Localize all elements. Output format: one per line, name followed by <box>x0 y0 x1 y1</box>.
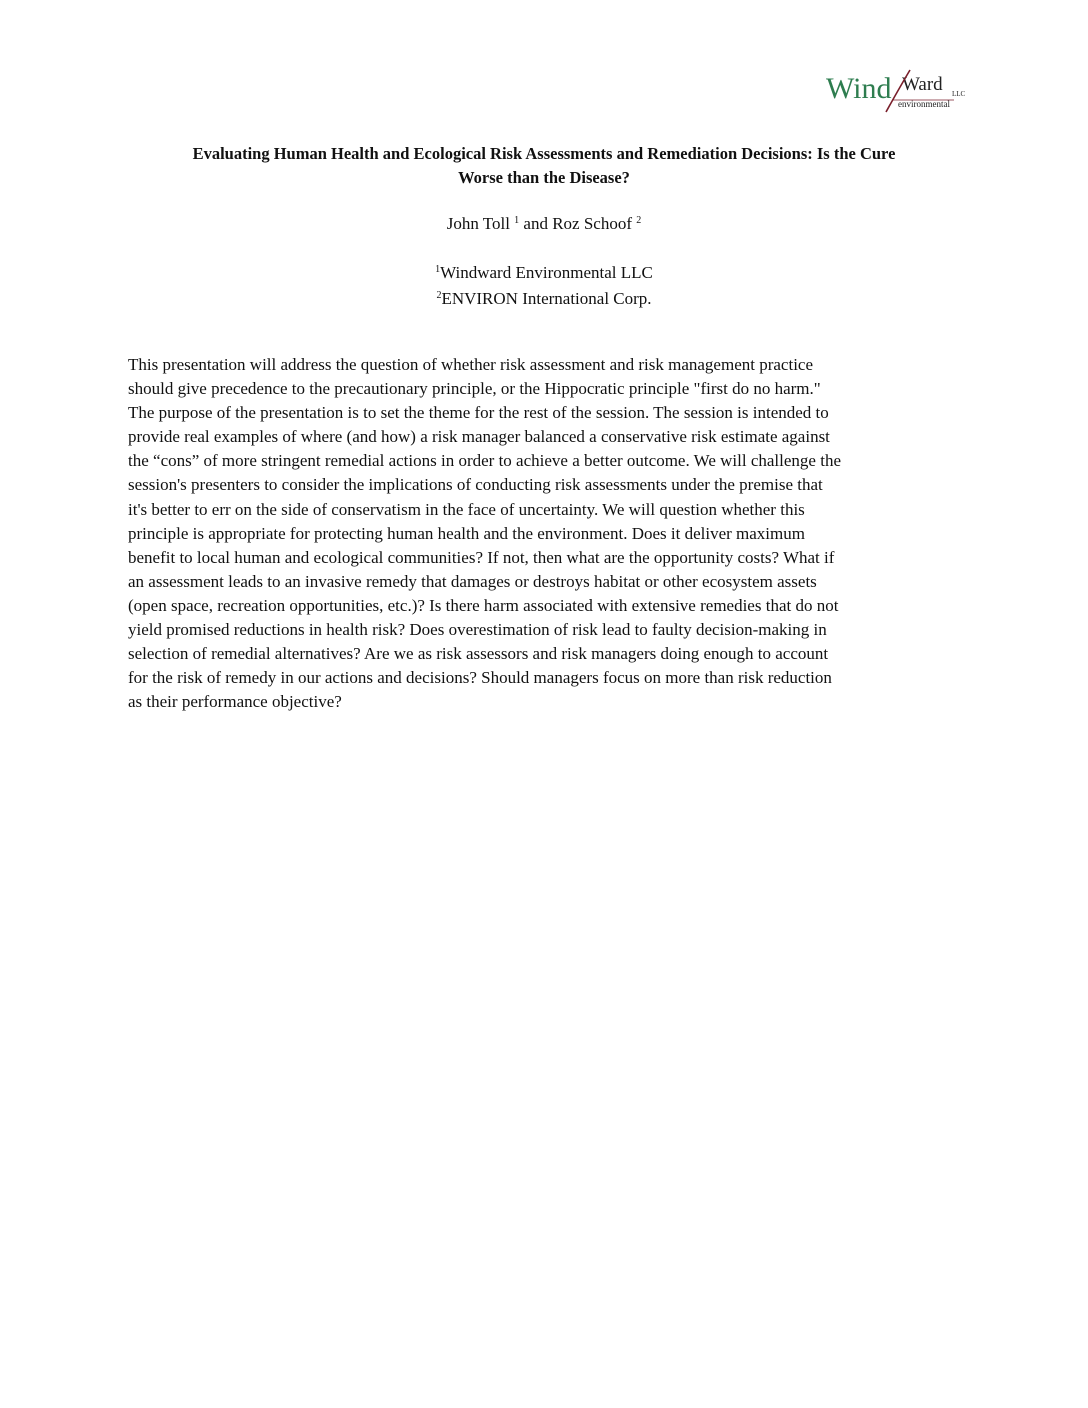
author-line <box>120 212 968 236</box>
author-2-name: Roz Schoof <box>552 214 637 233</box>
abstract-line: selection of remedial alternatives? Are we as risk assessors and risk managers doing enough to account <box>128 644 829 664</box>
abstract-line: session's presenters to consider the implications of conducting risk assessments under the premise that <box>128 475 823 495</box>
abstract-line: for the risk of remedy in our actions and decisions? Should managers focus on more than risk reduction <box>128 668 832 688</box>
author-2-affil-mark: 2 <box>636 215 642 226</box>
affiliation-1 <box>120 260 968 286</box>
author-1-name: John Toll <box>446 214 515 233</box>
affiliation-2 <box>120 286 968 312</box>
logo-subtext: environmental <box>898 99 950 109</box>
author-joiner: and <box>523 214 553 233</box>
logo-wind-text: Wind <box>826 72 892 105</box>
title-line-2: Worse than the Disease? <box>458 168 630 187</box>
abstract-line: as their performance objective? <box>128 692 342 712</box>
abstract-line: yield promised reductions in health risk? Does overestimation of risk lead to faulty decision-making in <box>128 620 827 640</box>
abstract-line: The purpose of the presentation is to set the theme for the rest of the session. The session is intended to <box>128 403 829 423</box>
abstract-line: principle is appropriate for protecting human health and the environment. Does it deliver maximum <box>128 523 805 543</box>
title-line-1: Evaluating Human Health and Ecological Risk Assessments and Remediation Decisions: Is the Cure <box>192 144 896 163</box>
affiliation-2-mark: 2 <box>436 290 442 301</box>
document-title <box>120 142 968 190</box>
logo-suffix: LLC <box>952 90 966 98</box>
affiliation-1-mark: 1 <box>435 264 441 275</box>
affiliation-1-name: Windward Environmental LLC <box>440 263 653 282</box>
abstract-paragraph <box>128 353 960 714</box>
affiliations <box>120 260 968 312</box>
logo-ward-text: Ward <box>902 74 943 95</box>
abstract-line: (open space, recreation opportunities, etc.)? Is there harm associated with extensive remedies that do not <box>128 595 839 615</box>
author-1-affil-mark: 1 <box>514 215 520 226</box>
abstract-line: provide real examples of where (and how) a risk manager balanced a conservative risk estimate against <box>128 427 830 447</box>
abstract-line: benefit to local human and ecological communities? If not, then what are the opportunity costs? What if <box>128 547 835 567</box>
abstract-line: it's better to err on the side of conservatism in the face of uncertainty. We will question whether this <box>128 499 805 519</box>
abstract-line: should give precedence to the precautionary principle, or the Hippocratic principle "first do no harm." <box>128 379 821 399</box>
abstract-line: an assessment leads to an invasive remedy that damages or destroys habitat or other ecosystem assets <box>128 571 817 591</box>
abstract-line: the “cons” of more stringent remedial actions in order to achieve a better outcome. We will challenge the <box>128 451 841 471</box>
abstract-line: This presentation will address the question of whether risk assessment and risk management practice <box>128 355 814 374</box>
windward-logo <box>824 66 974 116</box>
affiliation-2-name: ENVIRON International Corp. <box>441 289 652 308</box>
